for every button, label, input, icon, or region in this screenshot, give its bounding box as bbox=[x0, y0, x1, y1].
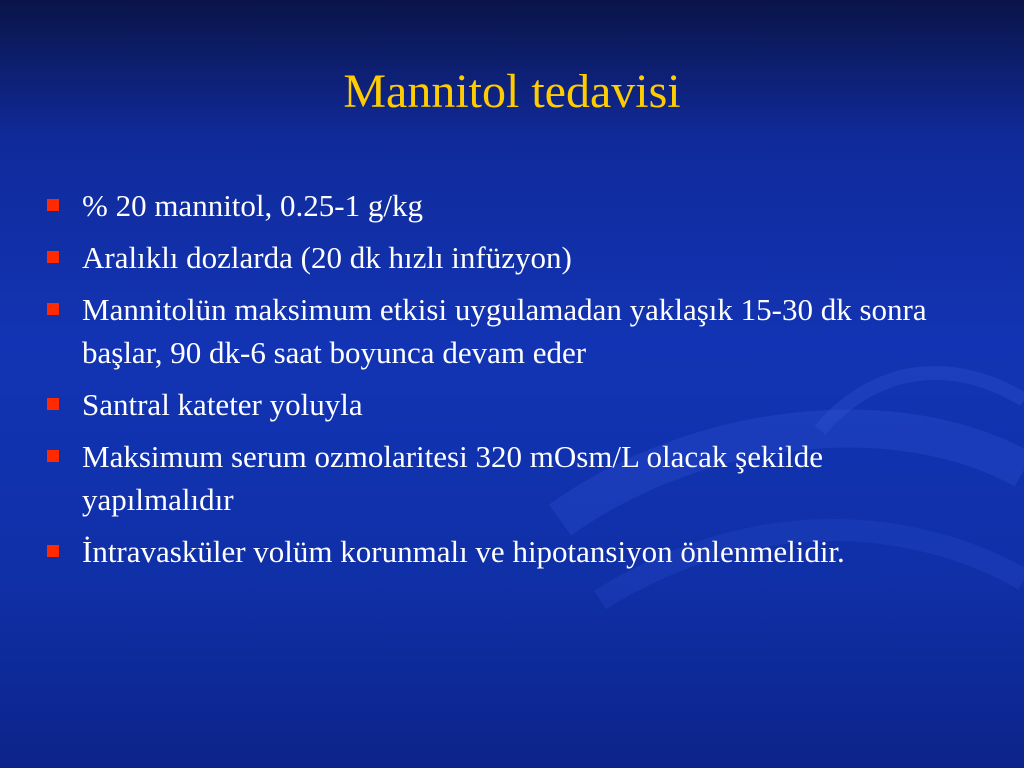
bullet-text: Maksimum serum ozmolaritesi 320 mOsm/L olacak şekilde yapılmalıdır bbox=[82, 439, 823, 517]
bullet-square-icon bbox=[47, 545, 59, 557]
bullet-item bbox=[44, 530, 974, 573]
bullet-square-icon bbox=[47, 251, 59, 263]
bullet-item bbox=[44, 236, 974, 279]
bullet-item bbox=[44, 184, 974, 227]
bullet-text: Aralıklı dozlarda (20 dk hızlı infüzyon) bbox=[82, 240, 572, 275]
slide-title: Mannitol tedavisi bbox=[343, 65, 681, 118]
bullet-text: İntravasküler volüm korunmalı ve hipotansiyon önlenmelidir. bbox=[82, 534, 845, 569]
bullet-item bbox=[44, 288, 974, 374]
bullet-square-icon bbox=[47, 398, 59, 410]
bullet-square-icon bbox=[47, 199, 59, 211]
bullet-text: Santral kateter yoluyla bbox=[82, 387, 363, 422]
bullet-text: % 20 mannitol, 0.25-1 g/kg bbox=[82, 188, 423, 223]
bullet-square-icon bbox=[47, 303, 59, 315]
bullet-text: Mannitolün maksimum etkisi uygulamadan yaklaşık 15-30 dk sonra başlar, 90 dk-6 saat boyunca devam eder bbox=[82, 292, 927, 370]
bullet-square-icon bbox=[47, 450, 59, 462]
bullet-item bbox=[44, 383, 974, 426]
bullet-item bbox=[44, 435, 974, 521]
bullet-list bbox=[44, 184, 974, 582]
